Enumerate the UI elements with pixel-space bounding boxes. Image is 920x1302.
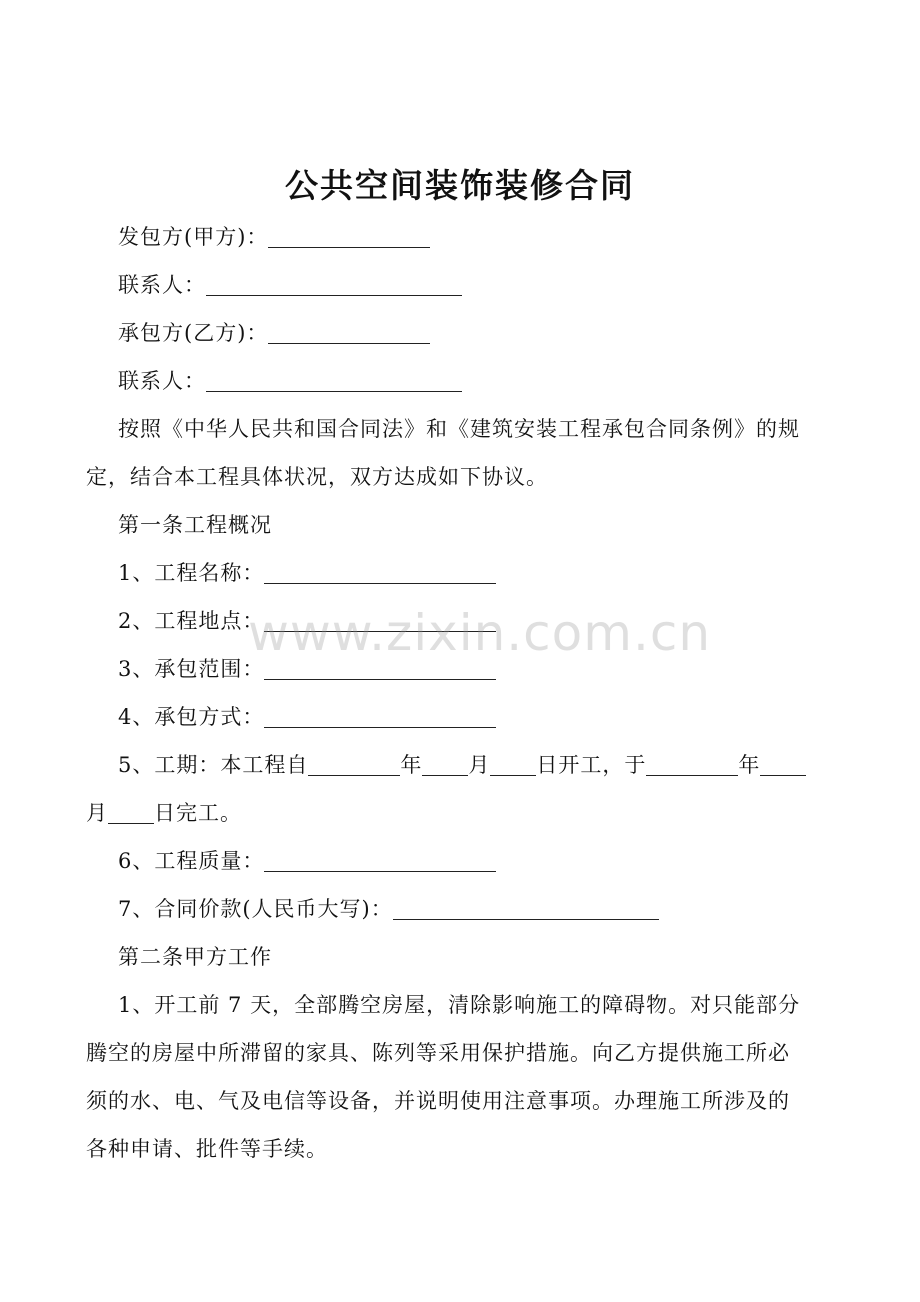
item4-label: 4、承包方式： bbox=[118, 705, 265, 729]
article2-p1-line2: 腾空的房屋中所滞留的家具、陈列等采用保护措施。向乙方提供施工所必 bbox=[86, 1041, 790, 1065]
contact-b-label: 联系人： bbox=[118, 369, 206, 393]
party-b-label: 承包方(乙方)： bbox=[118, 321, 269, 345]
item1-label: 1、工程名称： bbox=[118, 561, 265, 585]
item4-blank bbox=[264, 705, 496, 728]
start-month-blank bbox=[422, 753, 468, 776]
item6-label: 6、工程质量： bbox=[118, 849, 265, 873]
item5-label: 5、工期：本工程自 bbox=[118, 753, 309, 777]
item6-blank bbox=[264, 849, 496, 872]
party-b-line bbox=[118, 318, 430, 348]
contact-a-line bbox=[118, 270, 462, 300]
end-day-blank bbox=[108, 801, 154, 824]
intro-line-2: 定，结合本工程具体状况，双方达成如下协议。 bbox=[86, 465, 548, 489]
article1-item5-line2 bbox=[86, 798, 242, 828]
item3-label: 3、承包范围： bbox=[118, 657, 265, 681]
article1-item6 bbox=[118, 846, 496, 876]
article2-p1-line3: 须的水、电、气及电信等设备，并说明使用注意事项。办理施工所涉及的 bbox=[86, 1089, 790, 1113]
article1-item2 bbox=[118, 606, 496, 636]
start-year-label: 年 bbox=[400, 753, 423, 777]
article1-item1 bbox=[118, 558, 496, 588]
party-a-line bbox=[118, 222, 430, 252]
start-day-blank bbox=[490, 753, 536, 776]
watermark-text: www.zixin.com.cn bbox=[248, 604, 712, 662]
end-month-label: 月 bbox=[86, 801, 108, 825]
party-a-blank bbox=[268, 225, 430, 248]
article2-p1-line4: 各种申请、批件等手续。 bbox=[86, 1137, 328, 1161]
contact-a-label: 联系人： bbox=[118, 273, 206, 297]
end-year-label: 年 bbox=[738, 753, 761, 777]
item2-label: 2、工程地点： bbox=[118, 609, 265, 633]
end-year-blank bbox=[646, 753, 738, 776]
article1-item3 bbox=[118, 654, 496, 684]
article2-heading: 第二条甲方工作 bbox=[118, 945, 272, 969]
article1-item4 bbox=[118, 702, 496, 732]
start-year-blank bbox=[308, 753, 400, 776]
item1-blank bbox=[264, 561, 496, 584]
start-month-label: 月 bbox=[468, 753, 491, 777]
start-day-label: 日开工，于 bbox=[536, 753, 647, 777]
end-month-blank-a bbox=[760, 753, 806, 776]
article2-p1-line1: 1、开工前 7 天，全部腾空房屋，清除影响施工的障碍物。对只能部分 bbox=[118, 993, 801, 1017]
contact-b-line bbox=[118, 366, 462, 396]
item7-label: 7、合同价款(人民币大写)： bbox=[118, 897, 393, 921]
article1-item5-line1 bbox=[118, 750, 806, 780]
item7-blank bbox=[393, 897, 659, 920]
party-a-label: 发包方(甲方)： bbox=[118, 225, 269, 249]
intro-line-1: 按照《中华人民共和国合同法》和《建筑安装工程承包合同条例》的规 bbox=[118, 417, 800, 441]
page-title: 公共空间装饰装修合同 bbox=[285, 166, 635, 205]
article1-item7 bbox=[118, 894, 659, 924]
article1-heading: 第一条工程概况 bbox=[118, 513, 272, 537]
contact-a-blank bbox=[206, 273, 462, 296]
contact-b-blank bbox=[206, 369, 462, 392]
item3-blank bbox=[264, 657, 496, 680]
item2-blank bbox=[264, 609, 496, 632]
end-day-label: 日完工。 bbox=[154, 801, 242, 825]
party-b-blank bbox=[268, 321, 430, 344]
